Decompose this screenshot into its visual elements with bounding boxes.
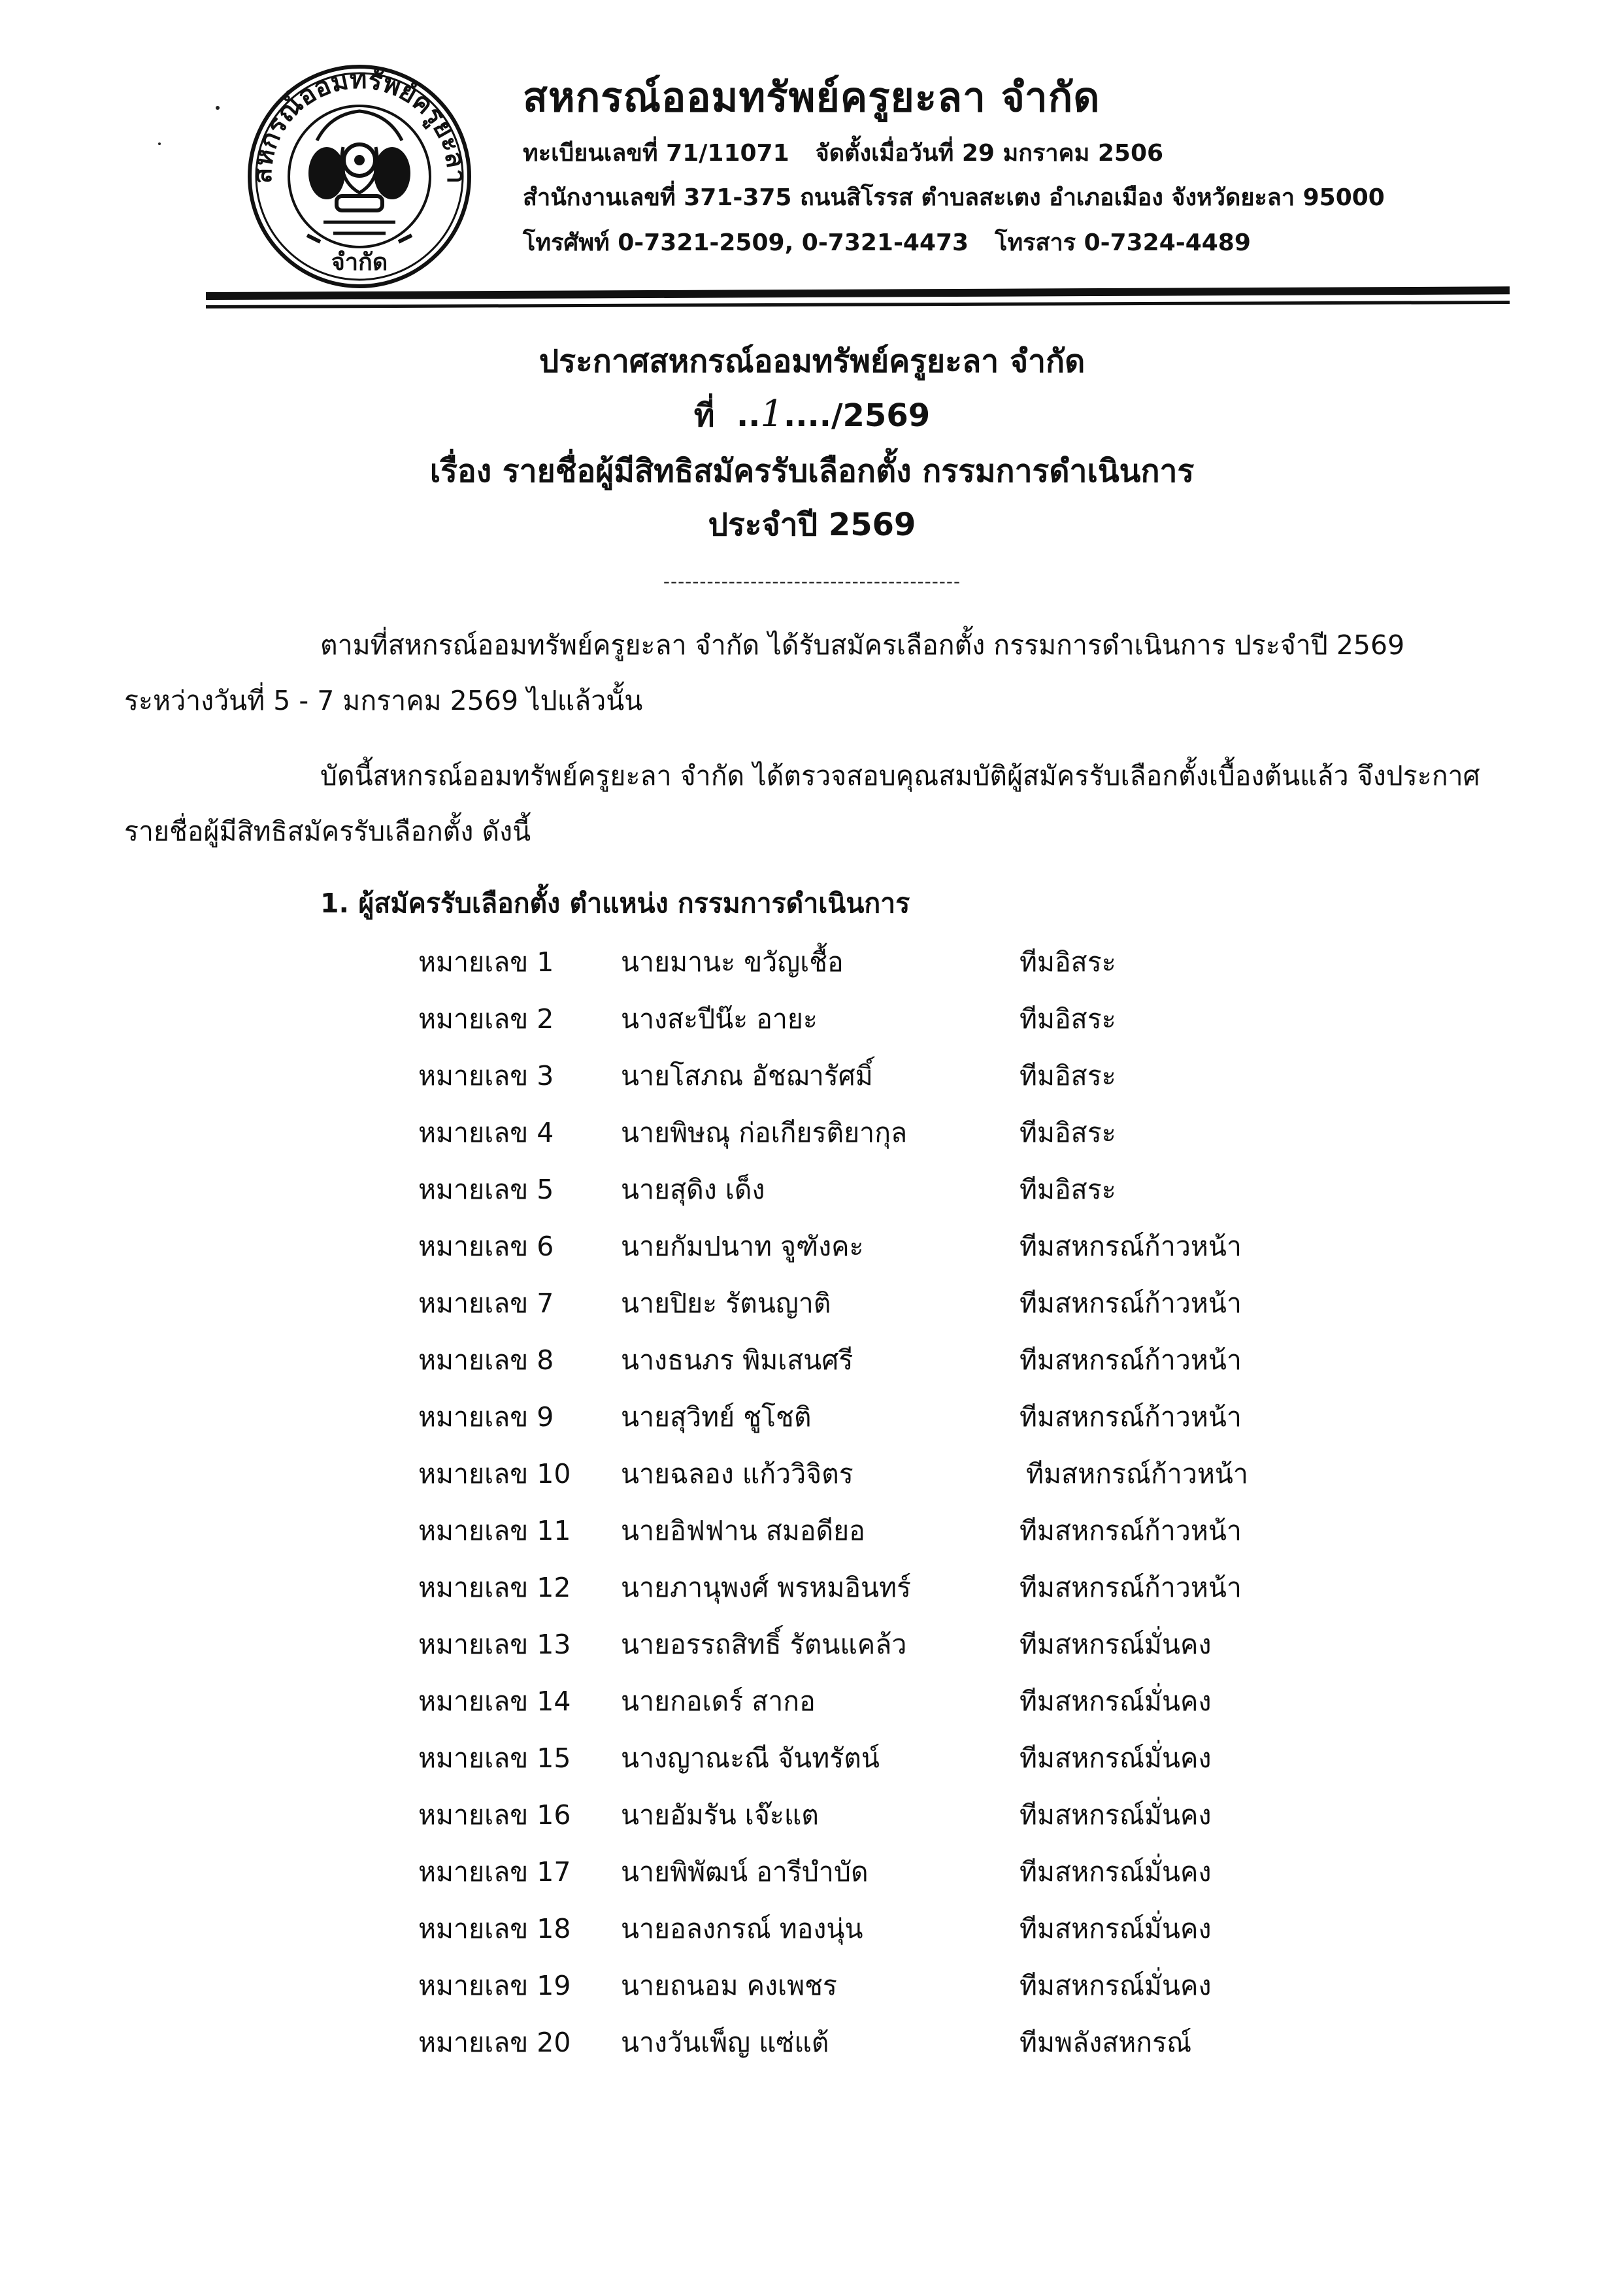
table-row <box>0 1510 1624 1567</box>
table-row <box>0 1623 1624 1680</box>
candidate-name: นายมานะ ขวัญเชื้อ <box>621 946 844 978</box>
candidate-name: นายอิฟฟาน สมอดียอ <box>621 1515 865 1546</box>
candidate-name: นายอลงกรณ์ ทองนุ่น <box>621 1913 863 1944</box>
candidate-team: ทีมสหกรณ์ก้าวหน้า <box>1019 1231 1242 1262</box>
candidate-number: หมายเลข 19 <box>418 1970 571 2001</box>
candidate-name: นายกอเดร์ สากอ <box>621 1686 816 1717</box>
paragraph-2-line-1: บัดนี้สหกรณ์ออมทรัพย์ครูยะลา จำกัด ได้ตรวจสอบคุณสมบัติผู้สมัครรับเลือกตั้งเบื้องต้นแล้ว จึงประกาศ <box>320 760 1480 791</box>
candidate-name: นางธนภร พิมเสนศรี <box>621 1344 853 1376</box>
candidate-number: หมายเลข 7 <box>418 1288 554 1319</box>
table-row <box>0 1737 1624 1794</box>
phone-numbers: โทรศัพท์ 0-7321-2509, 0-7321-4473 <box>523 229 969 256</box>
candidate-name: นายกัมปนาท จูฑังคะ <box>621 1231 864 1262</box>
org-name: สหกรณ์ออมทรัพย์ครูยะลา จำกัด <box>523 73 1101 121</box>
candidate-name: นายอรรถสิทธิ์ รัตนแคล้ว <box>621 1629 907 1660</box>
candidate-number: หมายเลข 1 <box>418 946 554 978</box>
candidate-team: ทีมสหกรณ์ก้าวหน้า <box>1019 1515 1242 1546</box>
candidate-team: ทีมอิสระ <box>1019 1117 1116 1148</box>
candidate-team: ทีมอิสระ <box>1019 946 1116 978</box>
candidate-number: หมายเลข 20 <box>418 2027 571 2058</box>
table-row <box>0 1794 1624 1851</box>
candidate-team: ทีมสหกรณ์มั่นคง <box>1019 1970 1212 2001</box>
candidate-number: หมายเลข 14 <box>418 1686 571 1717</box>
candidate-number: หมายเลข 6 <box>418 1231 554 1262</box>
candidate-team: ทีมสหกรณ์ก้าวหน้า <box>1019 1288 1242 1319</box>
candidate-team: ทีมอิสระ <box>1019 1060 1116 1091</box>
table-row <box>0 1965 1624 2022</box>
number-dots-left: .. <box>736 397 761 434</box>
number-prefix: ที่ <box>693 397 715 434</box>
candidate-team: ทีมสหกรณ์มั่นคง <box>1019 1629 1212 1660</box>
registration-number: ทะเบียนเลขที่ 71/11071 <box>523 140 789 167</box>
candidate-name: นายอัมรัน เจ๊ะแต <box>621 1799 819 1831</box>
candidate-number: หมายเลข 11 <box>418 1515 571 1546</box>
letterhead-divider-thin <box>206 301 1510 308</box>
candidate-name: นางญาณะณี จันทรัตน์ <box>621 1742 880 1774</box>
candidate-name: นางวันเพ็ญ แซ่แต้ <box>621 2027 829 2058</box>
contact-line <box>523 224 1251 261</box>
announcement-number <box>0 391 1624 441</box>
table-row <box>0 941 1624 998</box>
candidate-name: นายโสภณ อัชฌารัศมิ์ <box>621 1060 873 1091</box>
candidate-team: ทีมสหกรณ์ก้าวหน้า <box>1019 1572 1242 1603</box>
announcement-year: ประจำปี 2569 <box>708 507 916 543</box>
paragraph-2-line-2: รายชื่อผู้มีสิทธิสมัครรับเลือกตั้ง ดังนี้ <box>124 816 531 847</box>
candidate-name: นางสะปีน๊ะ อายะ <box>621 1003 818 1035</box>
candidate-team: ทีมสหกรณ์มั่นคง <box>1019 1856 1212 1888</box>
table-row <box>0 2022 1624 2078</box>
table-row <box>0 1453 1624 1510</box>
candidate-name: นายถนอม คงเพชร <box>621 1970 837 2001</box>
candidate-team: ทีมสหกรณ์ก้าวหน้า <box>1026 1458 1248 1490</box>
candidate-team: ทีมสหกรณ์ก้าวหน้า <box>1019 1344 1242 1376</box>
candidate-number: หมายเลข 2 <box>418 1003 554 1035</box>
table-row <box>0 1851 1624 1908</box>
candidate-number: หมายเลข 10 <box>418 1458 571 1490</box>
registration-line <box>523 134 1163 171</box>
handwritten-number: 1 <box>760 393 784 435</box>
scan-mark <box>158 142 161 145</box>
svg-text:สหกรณ์ออมทรัพย์ครูยะลา: สหกรณ์ออมทรัพย์ครูยะลา <box>247 64 472 184</box>
table-row <box>0 1680 1624 1737</box>
candidate-number: หมายเลข 4 <box>418 1117 554 1148</box>
candidate-name: นายพิพัฒน์ อารีบำบัด <box>621 1856 869 1888</box>
candidate-name: นายภานุพงศ์ พรหมอินทร์ <box>621 1572 912 1603</box>
candidate-team: ทีมสหกรณ์มั่นคง <box>1019 1686 1212 1717</box>
candidate-number: หมายเลข 13 <box>418 1629 571 1660</box>
candidate-team: ทีมสหกรณ์ก้าวหน้า <box>1019 1401 1242 1433</box>
candidate-number: หมายเลข 3 <box>418 1060 554 1091</box>
table-row <box>0 1055 1624 1112</box>
candidate-number: หมายเลข 17 <box>418 1856 571 1888</box>
table-row <box>0 1908 1624 1965</box>
candidate-number: หมายเลข 16 <box>418 1799 571 1831</box>
announcement-subject: เรื่อง รายชื่อผู้มีสิทธิสมัครรับเลือกตั้ง กรรมการดำเนินการ <box>429 453 1195 490</box>
candidate-name: นายปิยะ รัตนญาติ <box>621 1288 831 1319</box>
candidate-number: หมายเลข 15 <box>418 1742 571 1774</box>
table-row <box>0 1396 1624 1453</box>
scan-mark <box>216 106 220 110</box>
table-row <box>0 1112 1624 1169</box>
candidate-number: หมายเลข 18 <box>418 1913 571 1944</box>
candidate-number: หมายเลข 12 <box>418 1572 571 1603</box>
candidate-number: หมายเลข 5 <box>418 1174 554 1205</box>
table-row <box>0 1225 1624 1282</box>
announcement-heading: ประกาศสหกรณ์ออมทรัพย์ครูยะลา จำกัด <box>539 343 1085 380</box>
title-separator: ----------------------------------------- <box>663 571 961 592</box>
paragraph-1-line-2: ระหว่างวันที่ 5 - 7 มกราคม 2569 ไปแล้วนั้น <box>124 685 643 716</box>
section-heading: 1. ผู้สมัครรับเลือกตั้ง ตำแหน่ง กรรมการดำเนินการ <box>320 888 910 919</box>
table-row <box>0 1339 1624 1396</box>
office-address: สำนักงานเลขที่ 371-375 ถนนสิโรรส ตำบลสะเตง อำเภอเมือง จังหวัดยะลา 95000 <box>523 184 1385 211</box>
candidate-team: ทีมสหกรณ์มั่นคง <box>1019 1799 1212 1831</box>
svg-text:จำกัด: จำกัด <box>331 249 388 276</box>
candidate-name: นายพิษณุ ก่อเกียรติยากุล <box>621 1117 908 1148</box>
fax-number: โทรสาร 0-7324-4489 <box>995 229 1251 256</box>
candidate-name: นายสุวิทย์ ชูโชติ <box>621 1401 812 1433</box>
table-row <box>0 998 1624 1055</box>
candidate-team: ทีมสหกรณ์มั่นคง <box>1019 1742 1212 1774</box>
candidate-team: ทีมพลังสหกรณ์ <box>1019 2027 1192 2058</box>
candidate-number: หมายเลข 9 <box>418 1401 554 1433</box>
candidate-name: นายสุดิง เด็ง <box>621 1174 765 1205</box>
paragraph-1-line-1: ตามที่สหกรณ์ออมทรัพย์ครูยะลา จำกัด ได้รับสมัครเลือกตั้ง กรรมการดำเนินการ ประจำปี 2569 <box>320 629 1405 661</box>
candidate-team: ทีมสหกรณ์มั่นคง <box>1019 1913 1212 1944</box>
table-row <box>0 1282 1624 1339</box>
candidate-team: ทีมอิสระ <box>1019 1003 1116 1035</box>
number-suffix: ..../2569 <box>784 397 931 434</box>
table-row <box>0 1567 1624 1623</box>
candidate-number: หมายเลข 8 <box>418 1344 554 1376</box>
table-row <box>0 1169 1624 1225</box>
established-date: จัดตั้งเมื่อวันที่ 29 มกราคม 2506 <box>815 140 1164 167</box>
candidate-team: ทีมอิสระ <box>1019 1174 1116 1205</box>
candidate-name: นายฉลอง แก้ววิจิตร <box>621 1458 853 1490</box>
cooperative-seal-icon <box>245 62 474 291</box>
